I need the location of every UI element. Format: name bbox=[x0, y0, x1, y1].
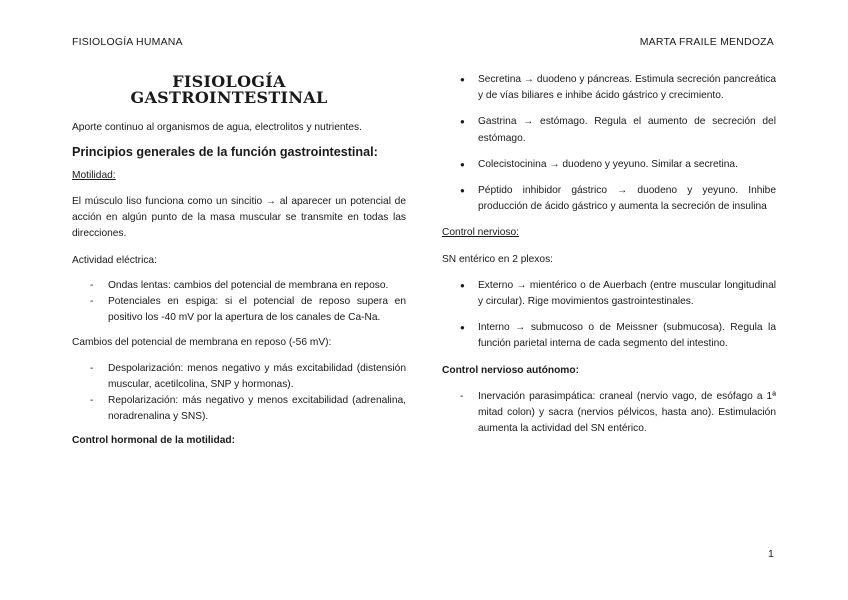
plexus-list bbox=[442, 278, 776, 353]
hormonal-heading: Control hormonal de la motilidad: bbox=[72, 435, 235, 447]
membrane-list bbox=[72, 361, 406, 426]
motility-text: El músculo liso funciona como un sincitio → al aparecer un potencial de acción en algún punto de la masa muscular se transmite en todas las direcciones. bbox=[72, 196, 406, 240]
list-item: - Despolarización: menos negativo y más excitabilidad (distensión muscular, acetilcolina, SNP y hormonas). bbox=[72, 361, 406, 393]
intro-text: Aporte continuo al organismos de agua, electrolitos y nutrientes. bbox=[72, 122, 362, 134]
list-item: ● Secretina → duodeno y páncreas. Estimula secreción pancreática y de vías biliares e inhibe ácido gástrico y crecimiento. bbox=[442, 72, 776, 104]
header-right: MARTA FRAILE MENDOZA bbox=[639, 36, 774, 48]
document-title: FISIOLOGÍA GASTROINTESTINAL bbox=[130, 72, 328, 108]
list-item: - Ondas lentas: cambios del potencial de membrana en reposo. bbox=[72, 278, 406, 294]
electrical-list bbox=[72, 278, 406, 327]
list-item: ● Gastrina → estómago. Regula el aumento de secreción del estómago. bbox=[442, 114, 776, 146]
autonomic-heading: Control nervioso autónomo: bbox=[442, 364, 579, 376]
list-item: - Inervación parasimpática: craneal (nervio vago, de esófago a 1ª mitad colon) y sacra (nervios pélvicos, hasta ano). Estimulación aumenta la actividad del SN entérico. bbox=[442, 389, 776, 438]
right-column bbox=[442, 72, 776, 437]
hormone-list bbox=[442, 72, 776, 215]
nervous-label: Control nervioso: bbox=[442, 227, 520, 239]
list-item: ● Colecistocinina → duodeno y yeyuno. Similar a secretina. bbox=[442, 157, 776, 173]
membrane-label: Cambios del potencial de membrana en reposo (-56 mV): bbox=[72, 337, 332, 349]
motility-label: Motilidad: bbox=[72, 169, 116, 181]
section-heading: Principios generales de la función gastrointestinal: bbox=[72, 144, 378, 159]
list-item: - Potenciales en espiga: si el potencial de reposo supera en positivo los -40 mV por la apertura de los canales de Ca-Na. bbox=[72, 294, 406, 326]
list-item: ● Externo → mientérico o de Auerbach (entre muscular longitudinal y circular). Rige movimientos gastrointestinales. bbox=[442, 278, 776, 310]
electrical-label: Actividad eléctrica: bbox=[72, 254, 157, 266]
page-number: 1 bbox=[768, 548, 774, 560]
header-left: FISIOLOGÍA HUMANA bbox=[72, 36, 183, 48]
list-item: - Repolarización: más negativo y menos excitabilidad (adrenalina, noradrenalina y SNS). bbox=[72, 393, 406, 425]
left-column bbox=[72, 72, 406, 450]
list-item: ● Interno → submucoso o de Meissner (submucosa). Regula la función parietal interna de cada segmento del intestino. bbox=[442, 320, 776, 352]
autonomic-list bbox=[442, 389, 776, 438]
plexus-intro: SN entérico en 2 plexos: bbox=[442, 253, 553, 265]
list-item: ● Péptido inhibidor gástrico → duodeno y yeyuno. Inhibe producción de ácido gástrico y aumenta la secreción de insulina bbox=[442, 183, 776, 215]
